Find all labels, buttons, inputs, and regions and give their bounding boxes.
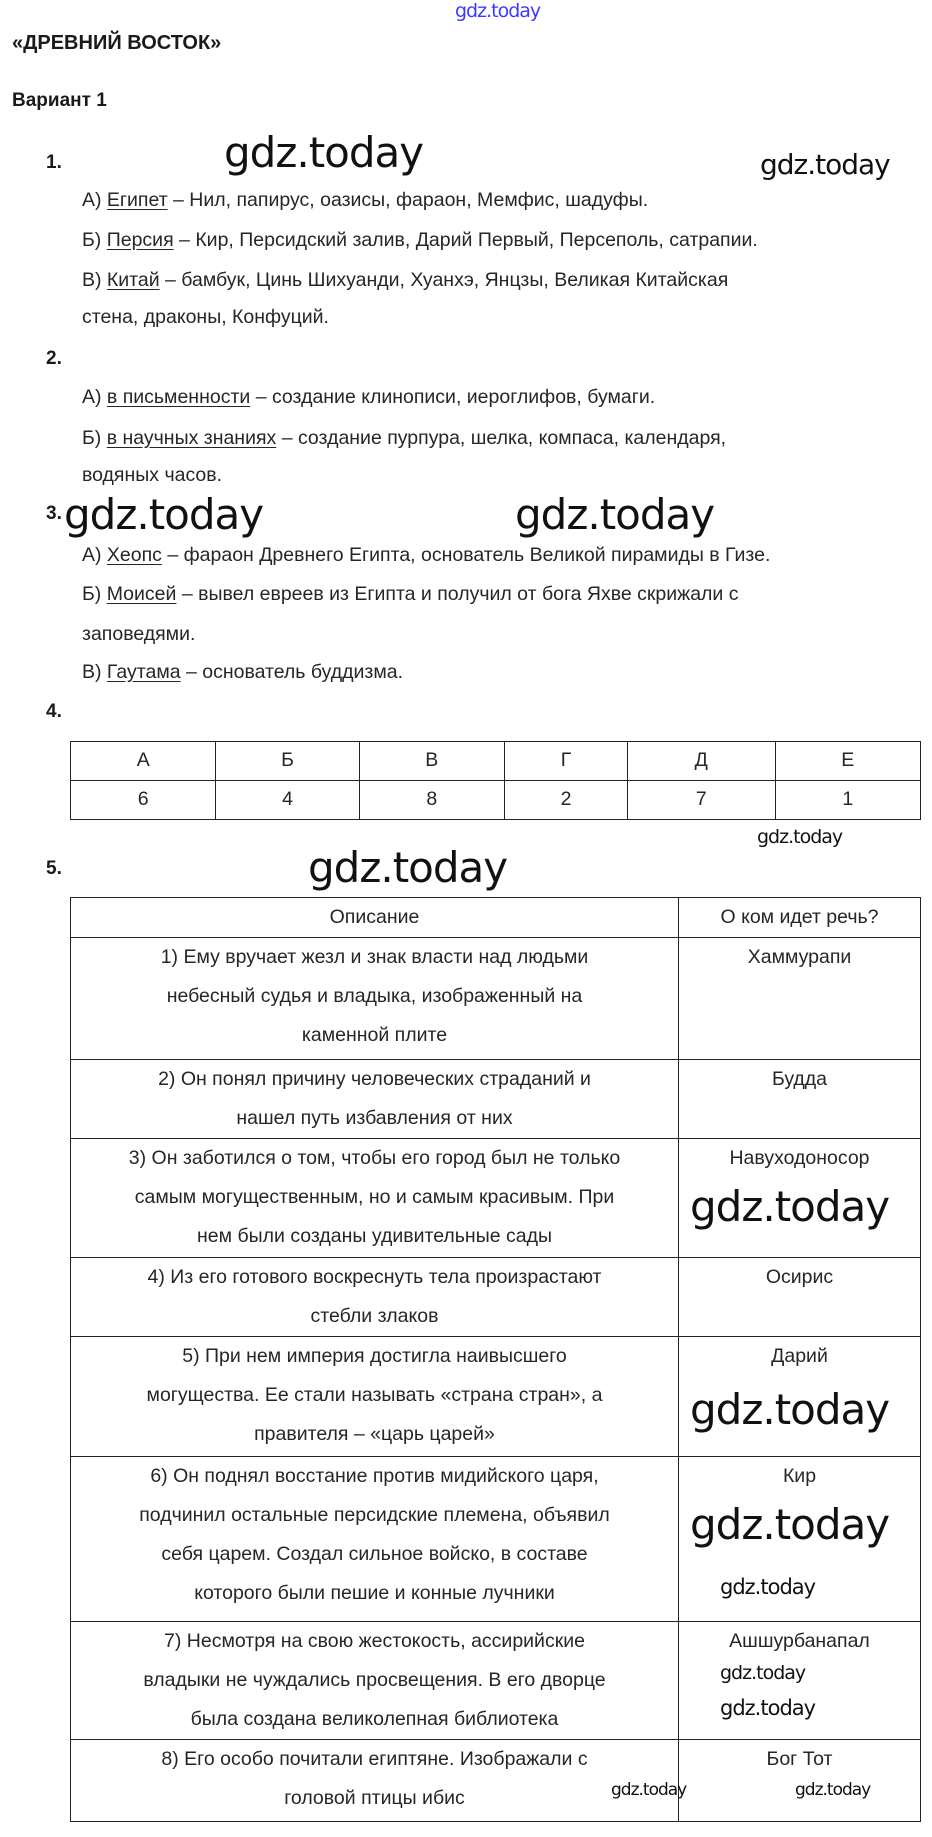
table-cell: 6 — [71, 781, 216, 820]
table-row — [71, 1740, 921, 1822]
table-cell: 8 — [359, 781, 504, 820]
description-cell — [71, 1622, 679, 1740]
watermark: gdz.today — [611, 1780, 687, 1800]
question-3-number: 3. — [46, 503, 62, 524]
item-prefix: Б) — [82, 583, 107, 605]
watermark: gdz.today — [690, 1385, 890, 1434]
table-row — [71, 938, 921, 1060]
q3-continuation: заповедями. — [82, 623, 196, 645]
answer-cell: Осирис — [679, 1258, 921, 1337]
item-text: – создание пурпура, шелка, компаса, календаря, — [276, 427, 727, 449]
watermark: gdz.today — [760, 148, 890, 181]
watermark: gdz.today — [757, 826, 843, 848]
watermark: gdz.today — [64, 490, 264, 539]
desc-line: владыки не чуждались просвещения. В его дворце — [143, 1669, 606, 1691]
item-text: – основатель буддизма. — [180, 661, 403, 683]
desc-line: самым могущественным, но и самым красивым. При — [134, 1186, 615, 1208]
q1-item-c — [82, 269, 728, 292]
desc-line: 5) При нем империя достигла наивысшего — [182, 1345, 567, 1367]
table-header-cell: О ком идет речь? — [679, 898, 921, 938]
item-prefix: А) — [82, 544, 107, 566]
desc-line: 1) Ему вручает жезл и знак власти над людьми — [160, 946, 589, 968]
item-key: Хеопс — [106, 544, 162, 566]
answer-cell: Кир — [679, 1457, 921, 1622]
answer-cell: Дарий — [679, 1337, 921, 1457]
table-header-cell: В — [359, 742, 504, 781]
item-prefix: Б) — [82, 427, 107, 449]
page-title: «ДРЕВНИЙ ВОСТОК» — [12, 32, 222, 54]
desc-line: небесный судья и владыка, изображенный на — [166, 985, 583, 1007]
description-cell — [71, 1139, 679, 1258]
desc-line: 3) Он заботился о том, чтобы его город был не только — [128, 1147, 621, 1169]
question-2-number: 2. — [46, 348, 62, 369]
item-key: Персия — [106, 229, 174, 251]
description-cell — [71, 1457, 679, 1622]
watermark: gdz.today — [720, 1696, 816, 1720]
item-text: – Нил, папирус, оазисы, фараон, Мемфис, шадуфы. — [167, 189, 649, 211]
desc-line: 4) Из его готового воскреснуть тела произрастают — [147, 1266, 602, 1288]
item-key: Египет — [106, 189, 168, 211]
q3-item-b — [82, 583, 739, 606]
table-header-cell: Б — [216, 742, 359, 781]
desc-line: себя царем. Создал сильное войско, в составе — [161, 1543, 588, 1565]
q1-item-b — [82, 229, 758, 252]
item-text: – вывел евреев из Египта и получил от бога Яхве скрижали с — [176, 583, 739, 605]
description-cell — [71, 1060, 679, 1139]
item-text: – Кир, Персидский залив, Дарий Первый, Персеполь, сатрапии. — [173, 229, 758, 251]
table-header-row — [71, 898, 921, 938]
item-prefix: А) — [82, 386, 107, 408]
table-row — [71, 1258, 921, 1337]
q2-item-b — [82, 427, 726, 450]
q3-item-c — [82, 661, 403, 684]
table-header-cell: Описание — [71, 898, 679, 938]
watermark: gdz.today — [690, 1500, 890, 1549]
answer-cell: Хаммурапи — [679, 938, 921, 1060]
item-key: в научных знаниях — [106, 427, 277, 449]
answer-cell: Навуходоносор — [679, 1139, 921, 1258]
desc-line: 6) Он поднял восстание против мидийского царя, — [150, 1465, 599, 1487]
table-header-row — [71, 742, 921, 781]
q2-continuation: водяных часов. — [82, 464, 223, 486]
table-row — [71, 781, 921, 820]
item-text: – бамбук, Цинь Шихуанди, Хуанхэ, Янцзы, Великая Китайская — [159, 269, 729, 291]
answer-table-4 — [70, 741, 921, 820]
desc-line: была создана великолепная библиотека — [190, 1708, 559, 1730]
watermark: gdz.today — [690, 1182, 890, 1231]
item-key: Китай — [106, 269, 160, 291]
item-text: – фараон Древнего Египта, основатель Великой пирамиды в Гизе. — [161, 544, 771, 566]
watermark: gdz.today — [224, 128, 424, 177]
desc-line: нем были созданы удивительные сады — [197, 1225, 552, 1247]
q1-continuation: стена, драконы, Конфуций. — [82, 306, 329, 328]
watermark: gdz.today — [515, 490, 715, 539]
desc-line: правителя – «царь царей» — [254, 1423, 495, 1445]
table-cell: 7 — [628, 781, 776, 820]
desc-line: стебли злаков — [310, 1305, 439, 1327]
desc-line: головой птицы ибис — [284, 1787, 465, 1809]
question-1-number: 1. — [46, 152, 62, 173]
q2-item-a — [82, 386, 655, 409]
item-prefix: Б) — [82, 229, 107, 251]
item-text: – создание клинописи, иероглифов, бумаги. — [250, 386, 656, 408]
table-row — [71, 1060, 921, 1139]
item-prefix: В) — [82, 269, 107, 291]
watermark: gdz.today — [720, 1575, 816, 1599]
table-header-cell: Г — [504, 742, 627, 781]
q3-item-a — [82, 544, 770, 567]
table-header-cell: Е — [775, 742, 920, 781]
desc-line: которого были пешие и конные лучники — [194, 1582, 555, 1604]
description-cell — [71, 1740, 679, 1822]
desc-line: подчинил остальные персидские племена, объявил — [139, 1504, 610, 1526]
table-cell: 1 — [775, 781, 920, 820]
table-cell: 4 — [216, 781, 359, 820]
variant-heading: Вариант 1 — [12, 90, 107, 111]
desc-line: могущества. Ее стали называть «страна стран», а — [146, 1384, 603, 1406]
desc-line: 2) Он понял причину человеческих страданий и — [158, 1068, 591, 1090]
item-prefix: А) — [82, 189, 107, 211]
desc-line: 7) Несмотря на свою жестокость, ассирийские — [164, 1630, 585, 1652]
desc-line: каменной плите — [301, 1024, 448, 1046]
description-cell — [71, 1337, 679, 1457]
item-key: в письменности — [106, 386, 251, 408]
q1-item-a — [82, 189, 648, 212]
question-4-number: 4. — [46, 701, 62, 722]
watermark: gdz.today — [308, 843, 508, 892]
item-key: Моисей — [106, 583, 177, 605]
table-header-cell: А — [71, 742, 216, 781]
answer-cell: Будда — [679, 1060, 921, 1139]
item-prefix: В) — [82, 661, 107, 683]
desc-line: 8) Его особо почитали египтяне. Изображали с — [161, 1748, 588, 1770]
answer-cell: Ашшурбанапал — [679, 1622, 921, 1740]
question-5-number: 5. — [46, 858, 62, 879]
watermark: gdz.today — [720, 1662, 806, 1684]
item-key: Гаутама — [106, 661, 181, 683]
answer-cell: Бог Тот — [679, 1740, 921, 1822]
description-cell — [71, 1258, 679, 1337]
table-header-cell: Д — [628, 742, 776, 781]
watermark-top: gdz.today — [455, 0, 541, 22]
desc-line: нашел путь избавления от них — [236, 1107, 513, 1129]
table-cell: 2 — [504, 781, 627, 820]
description-cell — [71, 938, 679, 1060]
watermark: gdz.today — [795, 1780, 871, 1800]
